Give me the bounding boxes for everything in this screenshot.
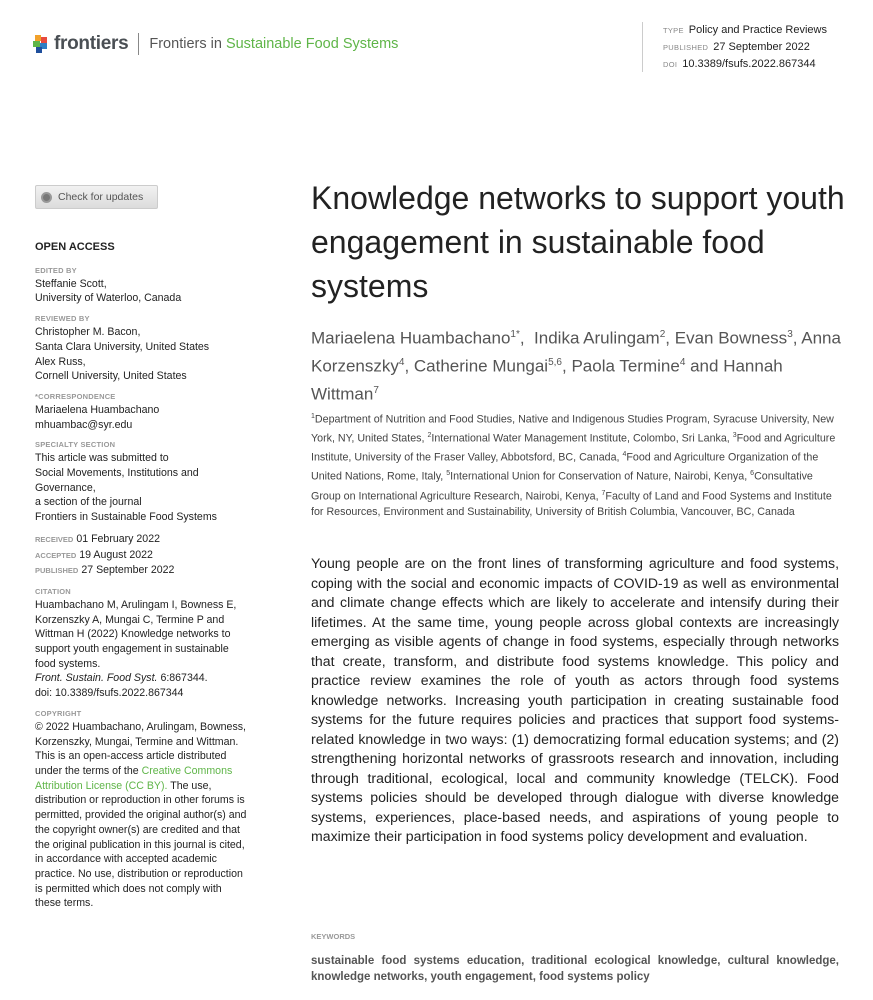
author-name[interactable]: Catherine Mungai (413, 356, 549, 376)
date-value: 19 August 2022 (79, 548, 153, 561)
author-separator: , (404, 356, 414, 376)
edited-by (35, 265, 250, 306)
affiliation-text: International Water Management Institute, Colombo, Sri Lanka, (431, 432, 733, 445)
reviewer-name: Christopher M. Bacon, (35, 326, 141, 339)
author-name[interactable]: Mariaelena Huambachano (311, 328, 511, 348)
date-key: PUBLISHED (35, 566, 79, 576)
reviewed-by (35, 313, 250, 384)
correspondence (35, 391, 250, 432)
open-access-label: OPEN ACCESS (35, 241, 115, 253)
meta-key: PUBLISHED (663, 43, 709, 52)
specialty-line: a section of the journal (35, 496, 142, 509)
sidebar (35, 240, 250, 918)
author-affiliation-marker: 4 (398, 357, 405, 369)
editor-name: Steffanie Scott, (35, 277, 107, 290)
citation-doi[interactable]: doi: 10.3389/fsufs.2022.867344 (35, 687, 184, 700)
section-label: REVIEWED BY (35, 314, 90, 324)
check-updates-label: Check for updates (58, 191, 144, 203)
date-value: 01 February 2022 (76, 532, 160, 545)
affiliation-text: Faculty of Land and Food Systems and Institute for Resources, Environment and Sustainability, University of British Columbia, Vancouver, BC, Canada (311, 490, 832, 518)
author-affiliation-marker: 7 (373, 385, 379, 397)
keywords-label: KEYWORDS (311, 932, 356, 941)
reviewer-affiliation: Santa Clara University, United States (35, 340, 210, 353)
journal-name: Sustainable Food Systems (225, 36, 399, 52)
reviewer-affiliation: Cornell University, United States (35, 370, 187, 383)
section-label: EDITED BY (35, 265, 77, 275)
specialty-line: This article was submitted to (35, 452, 169, 465)
author-affiliation-marker: 1* (510, 329, 520, 340)
meta-value[interactable]: 10.3389/fsufs.2022.867344 (682, 58, 816, 70)
affiliation-number: 4 (622, 451, 627, 459)
section-label: *CORRESPONDENCE (35, 391, 116, 401)
meta-key: DOI (663, 60, 678, 69)
meta-value: Policy and Practice Reviews (688, 24, 827, 36)
affiliations (311, 409, 841, 520)
update-icon (41, 192, 52, 203)
specialty-section (35, 439, 250, 525)
keywords: sustainable food systems education, traditional ecological knowledge, cultural knowledge, knowledge networks, youth engagement, food systems policy (311, 955, 839, 983)
section-label: CITATION (35, 586, 71, 596)
article-meta (642, 22, 827, 72)
affiliation-text: Food and Agriculture Organization of the United Nations, Rome, Italy, (311, 451, 819, 484)
article-dates (35, 532, 250, 579)
meta-doi[interactable] (663, 56, 827, 73)
date-value: 27 September 2022 (81, 564, 175, 577)
section-label: SPECIALTY SECTION (35, 440, 116, 450)
divider (138, 33, 139, 55)
meta-type (663, 22, 827, 39)
editor-affiliation: University of Waterloo, Canada (35, 292, 182, 305)
date-key: ACCEPTED (35, 550, 77, 560)
affiliation-text: Department of Nutrition and Food Studies, Native and Indigenous Studies Program, Syracuse University, New York, NY, United States, (311, 413, 834, 445)
affiliation-number: 1 (311, 413, 315, 420)
author-affiliation-marker: 5,6 (548, 357, 562, 369)
author-name[interactable]: Paola Termine (571, 356, 680, 376)
affiliation-number: 5 (446, 470, 451, 478)
citation-volume: 6:867344. (160, 672, 208, 685)
section-label: COPYRIGHT (35, 708, 82, 718)
affiliation-text: Consultative Group on International Agriculture Research, Nairobi, Kenya, (311, 471, 813, 503)
article-title: Knowledge networks to support youth engagement in sustainable food systems (311, 180, 845, 304)
date-key: RECEIVED (35, 534, 74, 544)
author-name[interactable]: Hannah Wittman (311, 356, 783, 404)
author-affiliation-marker: 4 (679, 357, 686, 369)
affiliation-number: 3 (732, 432, 737, 440)
correspondent-name: Mariaelena Huambachano (35, 403, 160, 416)
specialty-line: Frontiers in Sustainable Food Systems (35, 511, 217, 524)
meta-value: 27 September 2022 (713, 41, 810, 53)
author-separator: , (792, 328, 802, 348)
specialty-line: Social Movements, Institutions and Governance, (35, 467, 199, 494)
citation (35, 586, 250, 701)
brand-name: frontiers (54, 33, 129, 54)
affiliation-number: 6 (750, 470, 755, 478)
date-published (35, 563, 250, 579)
affiliation-number: 7 (601, 489, 606, 497)
date-received (35, 532, 250, 548)
author-separator: , (665, 328, 675, 348)
license-link[interactable]: Creative Commons Attribution License (CC BY). (35, 764, 233, 792)
author-name[interactable]: Anna Korzenszky (311, 328, 841, 376)
citation-text: Huambachano M, Arulingam I, Bowness E, Korzenszky A, Mungai C, Termine P and Wittman H (2022) Knowledge networks to support youth engagement in sustainable food systems. (35, 598, 237, 670)
journal-title (149, 36, 398, 52)
affiliation-number: 2 (427, 432, 432, 440)
author-name[interactable]: Indika Arulingam (534, 328, 660, 348)
meta-key: TYPE (663, 26, 684, 35)
author-name[interactable]: Evan Bowness (674, 328, 788, 348)
abstract: Young people are on the front lines of transforming agriculture and food systems, coping with the social and economic impacts of COVID-19 as well as environmental and climate change effects which are likely to accelerate and intensify during their lifetimes. At the same time, young people across global contexts are increasingly emerging as visible agents of change in food systems, especially through networks that create, transform, and distribute food systems knowledge. This policy and practice review examines the role of youth as actors through food systems knowledge networks. Increasing youth participation in creating sustainable food systems for the future requires policies and practices that support food systems-related knowledge in two ways: (1) democratizing formal education systems; and (2) strengthening horizontal networks of grassroots research and innovation, including through traditional, ecological, local and community knowledge (TELCK). Food systems policies should be developed through dialogue with diverse knowledge systems, experiences, place-based needs, and aspirations of young people to maximize their participation in food systems policy development and evaluation. (311, 555, 839, 844)
author-separator: and (685, 356, 724, 376)
date-accepted (35, 548, 250, 564)
frontiers-logo[interactable] (33, 33, 398, 55)
author-affiliation-marker: 2 (659, 329, 666, 340)
copyright-text (35, 720, 250, 911)
affiliation-text: Food and Agriculture Institute, University of the Fraser Valley, Abbotsford, BC, Canada, (311, 432, 836, 464)
citation-source (35, 671, 250, 686)
check-for-updates-button[interactable] (35, 185, 158, 209)
copyright-pre: © 2022 Huambachano, Arulingam, Bowness, Korzenszky, Mungai, Termine and Wittman. This is an open-access article distributed under the terms of the (35, 720, 246, 777)
frontiers-logo-icon (33, 35, 49, 53)
citation-journal: Front. Sustain. Food Syst. (35, 672, 158, 685)
author-affiliation-marker: 3 (787, 329, 793, 340)
copyright (35, 708, 250, 911)
copyright-post: The use, distribution or reproduction in other forums is permitted, provided the original author(s) and the copyright owner(s) are credited and that the original publication in this journal is cited, in accordance with accepted academic practice. No use, distribution or reproduction is permitted which does not comply with these terms. (35, 779, 247, 910)
meta-published (663, 39, 827, 56)
journal-prefix: Frontiers in (149, 36, 222, 52)
author-separator: , (519, 328, 535, 348)
author-separator: , (562, 356, 572, 376)
correspondent-email[interactable]: mhuambac@syr.edu (35, 418, 133, 431)
affiliation-text: International Union for Conservation of Nature, Nairobi, Kenya, (450, 471, 751, 484)
author-list (311, 323, 841, 407)
reviewer-name: Alex Russ, (35, 355, 86, 368)
